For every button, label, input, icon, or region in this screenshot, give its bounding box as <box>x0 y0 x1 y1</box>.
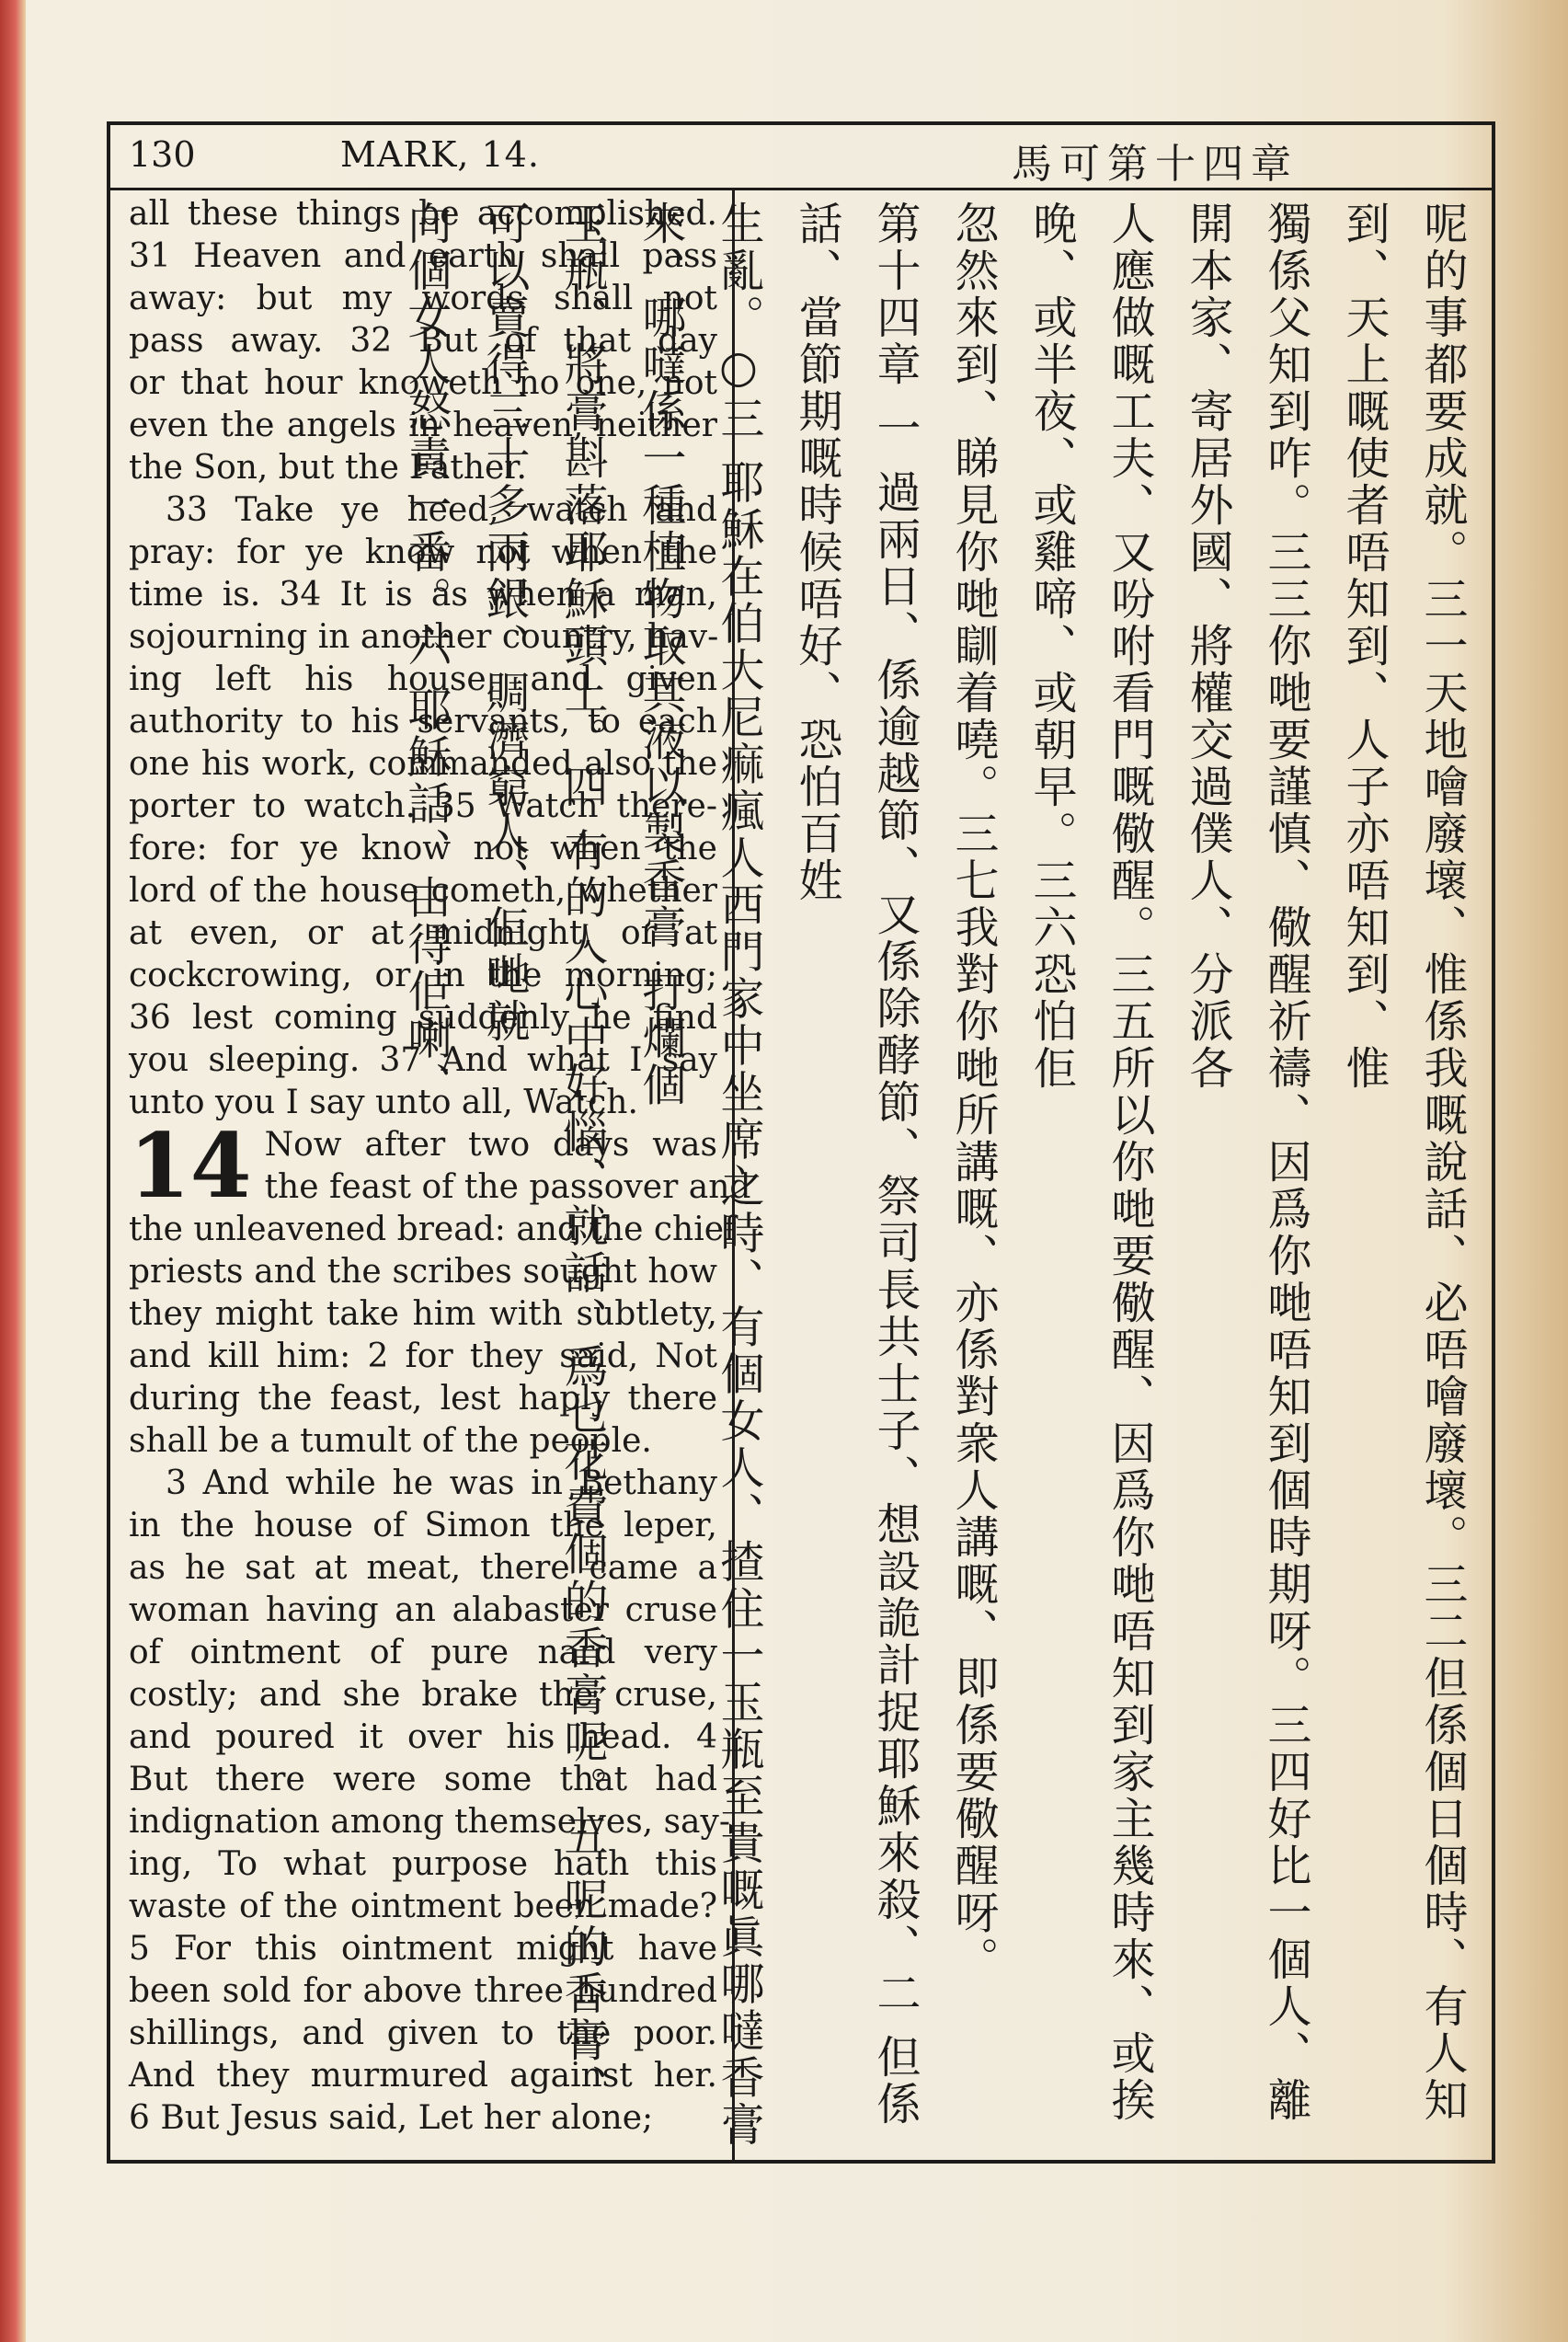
chinese-chapter-title: 馬可第十四章 <box>1012 141 1299 188</box>
chinese-column-line: 呢的事都要成就。三一天地噲廢壞、惟係我嘅說話、必唔噲廢壞。三二但係個日個時、有人知到、天上嘅使者唔知到、人子亦唔知到、惟 <box>1338 201 1468 2124</box>
text-line: 33 Take ye heed, watch and <box>166 491 717 529</box>
chinese-column-line: 第十四章 一 過兩日、係逾越節、又係除酵節、祭司長共士子、想設詭計捉耶穌來殺、二 但係話、當節期嘅時候唔好、恐怕百姓 <box>791 201 921 2128</box>
running-title: MARK, 14. <box>340 134 540 175</box>
text-line: one his work, commanded also the <box>129 745 717 783</box>
text-line: 31 Heaven and earth shall pass <box>129 237 717 275</box>
text-line: in the house of Simon the leper, <box>129 1507 717 1544</box>
book-spine <box>0 0 26 2342</box>
text-line: waste of the ointment been made? <box>129 1888 717 1925</box>
chinese-column-line: 生亂。○三 耶穌在伯大尼痲瘋人西門家中坐席之時、有個女人、揸住一玉瓶至貴嘅眞哪噠香膏來、哪噠係一種植物取其液以製香膏 打爛個 <box>635 201 764 2149</box>
text-line: shall be a tumult of the people. <box>129 1422 652 1460</box>
text-line: the feast of the passover and <box>264 1168 751 1206</box>
text-line: priests and the scribes sought how <box>129 1253 717 1291</box>
text-line: unto you I say unto all, Watch. <box>129 1084 638 1121</box>
text-line: shillings, and given to the poor. <box>129 2015 717 2052</box>
text-line: 3 And while he was in Bethany <box>166 1464 717 1502</box>
text-line: And they murmured against her. <box>129 2057 717 2095</box>
chinese-column-line: 玉瓶、將膏斟落耶穌頭上。四 有的人心中好惱、就話、爲乜花費個的香膏呢。五 呢的香膏、可以賣得三十多兩銀、賙濟窮人、佢哋就 <box>478 201 608 2111</box>
chinese-column-line: 忽然來到、睇見你哋瞓着嘵。三七我對你哋所講嘅、亦係對衆人講嘅、即係要儆醒呀。 <box>947 201 999 1983</box>
text-line: even the angels in heaven, neither <box>129 407 717 444</box>
text-line: and poured it over his head. 4 <box>129 1718 717 1756</box>
text-line: woman having an alabaster cruse <box>129 1591 717 1629</box>
book-page <box>26 0 1568 2342</box>
text-line: authority to his servants, to each <box>129 703 717 740</box>
text-line: ing, To what purpose hath this <box>129 1845 717 1883</box>
text-line: during the feast, lest haply there <box>129 1380 717 1418</box>
text-line: But there were some that had <box>129 1761 717 1798</box>
text-line: indignation among themselves, say- <box>129 1803 731 1841</box>
text-line: of ointment of pure nard very <box>129 1634 717 1671</box>
text-line: been sold for above three hundred <box>129 1972 717 2010</box>
text-line: ing left his house, and given <box>129 660 717 698</box>
text-line: as he sat at meat, there came a <box>129 1549 717 1587</box>
text-line: the Son, but the Father. <box>129 449 528 487</box>
text-line: at even, or at midnight, or at <box>129 914 717 952</box>
text-line: and kill him: 2 for they said, Not <box>129 1337 717 1375</box>
text-line: pass away. 32 But of that day <box>129 322 717 360</box>
page-number: 130 <box>129 134 196 175</box>
text-line: lord of the house cometh, whether <box>129 872 717 910</box>
text-line: the unleavened bread: and the chief <box>129 1211 737 1248</box>
text-line: 5 For this ointment might have <box>129 1930 717 1968</box>
chinese-column-line: 人應做嘅工夫、又吩咐看門嘅儆醒。三五所以你哋要儆醒、因爲你哋唔知到家主幾時來、或挨晚、或半夜、或雞啼、或朝早。三六恐怕佢 <box>1025 201 1155 2124</box>
text-line: or that hour knoweth no one, not <box>129 364 717 402</box>
text-line: fore: for ye know not when the <box>129 830 717 867</box>
text-line: Now after two days was <box>264 1126 717 1164</box>
text-line: 6 But Jesus said, Let her alone; <box>129 2099 654 2137</box>
text-line: sojourning in another country, hav- <box>129 618 719 656</box>
text-line: costly; and she brake the cruse, <box>129 1676 717 1714</box>
text-line: they might take him with subtlety, <box>129 1295 717 1333</box>
page-frame <box>107 121 1495 2164</box>
text-line: away: but my words shall not <box>129 280 717 317</box>
text-line: cockcrowing, or in the morning; <box>129 957 717 994</box>
text-line: 36 lest coming suddenly he find <box>129 999 717 1037</box>
chinese-column-line: 向個女人怒責一番。六 耶穌話、由得佢喇、 <box>400 201 452 1109</box>
chinese-column-line: 獨係父知到咋。三三你哋要謹慎、儆醒祈禱、因爲你哋唔知到個時期呀。三四好比一個人、離開本家、寄居外國、將權交過僕人、分派各 <box>1182 201 1311 2124</box>
chapter-number: 14 <box>129 1114 252 1218</box>
text-line: you sleeping. 37 And what I say <box>129 1041 717 1079</box>
text-line: pray: for ye know not when the <box>129 534 717 571</box>
text-line: time is. 34 It is as when a man, <box>129 576 717 614</box>
text-line: all these things be accomplished. <box>129 195 717 233</box>
page-header <box>110 125 1492 190</box>
text-line: porter to watch. 35 Watch there- <box>129 787 717 825</box>
